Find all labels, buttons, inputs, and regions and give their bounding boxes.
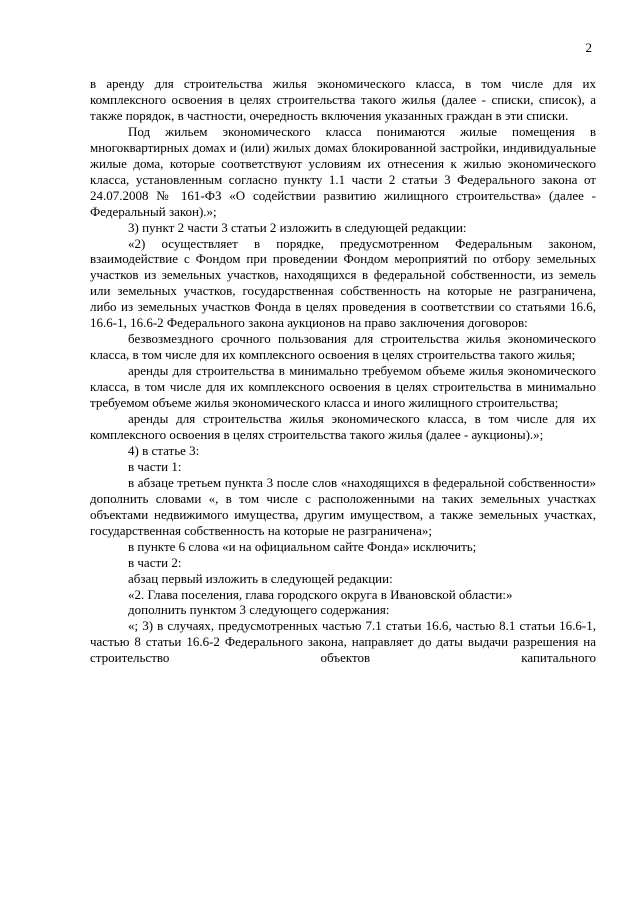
paragraph: в части 1: — [128, 458, 182, 474]
paragraph: в пункте 6 слова «и на официальном сайте Фонда» исключить; — [128, 538, 477, 554]
paragraph: Под жильем экономического класса понимаются жилые помещения в многоквартирных домах и (или) жилых домах блокированной застройки, индивидуальные жилые дома, которые соответствуют условиям их отнесения к жилью экономического класса, установленным согласно пункту 1.1 части 2 статьи 3 Федерального закона от 24.07.2008 № 161-ФЗ «О содействии развитию жилищного строительства» (далее - Федеральный закон).»; — [90, 123, 596, 219]
paragraph: аренды для строительства в минимально требуемом объеме жилья экономического класса, в том числе для их комплексного освоения в целях строительства в минимально требуемом объеме жилья экономического класса и иного жилищного строительства; — [90, 363, 596, 411]
paragraph: в части 2: — [128, 554, 182, 570]
paragraph: «; 3) в случаях, предусмотренных частью 7.1 статьи 16.6, частью 8.1 статьи 16.6-1, частью 8 статьи 16.6-2 Федерального закона, направляет до даты выдачи разрешения на строительство объектов капитального — [90, 618, 596, 666]
paragraph: 3) пункт 2 части 3 статьи 2 изложить в следующей редакции: — [128, 219, 467, 235]
page-number: 2 — [585, 40, 592, 55]
paragraph: «2) осуществляет в порядке, предусмотренном Федеральным законом, взаимодействие с Фондом при проведении Фондом мероприятий по отбору земельных участков из земельных участков, находящихся в федеральной собственности, из земель или земельных участков, государственная собственность на которые не разграничена, либо из земельных участков Фонда в целях проведения в соответствии со статьями 16.6, 16.6-1, 16.6-2 Федерального закона аукционов на право заключения договоров: — [90, 235, 596, 331]
paragraph: дополнить пунктом 3 следующего содержания: — [128, 602, 390, 618]
paragraph: безвозмездного срочного пользования для строительства жилья экономического класса, в том числе для их комплексного освоения в целях строительства такого жилья; — [90, 331, 596, 363]
paragraph: в аренду для строительства жилья экономического класса, в том числе для их комплексного освоения в целях строительства такого жилья (далее - списки, список), а также порядок, в частности, очередность включения указанных граждан в эти списки. — [90, 76, 596, 123]
paragraph: в абзаце третьем пункта 3 после слов «находящихся в федеральной собственности» дополнить словами «, в том числе с расположенными на таких земельных участках объектами недвижимого имущества, другим имуществом, а также земельных участках, государственная собственность на которые не разграничена»; — [90, 474, 596, 538]
paragraph: 4) в статье 3: — [128, 442, 200, 458]
paragraph: аренды для строительства жилья экономического класса, в том числе для их комплексного освоения в целях строительства такого жилья (далее - аукционы).»; — [90, 411, 596, 442]
document-body — [90, 76, 596, 666]
paragraph: «2. Глава поселения, глава городского округа в Ивановской области:» — [128, 586, 513, 602]
paragraph: абзац первый изложить в следующей редакции: — [128, 570, 393, 586]
